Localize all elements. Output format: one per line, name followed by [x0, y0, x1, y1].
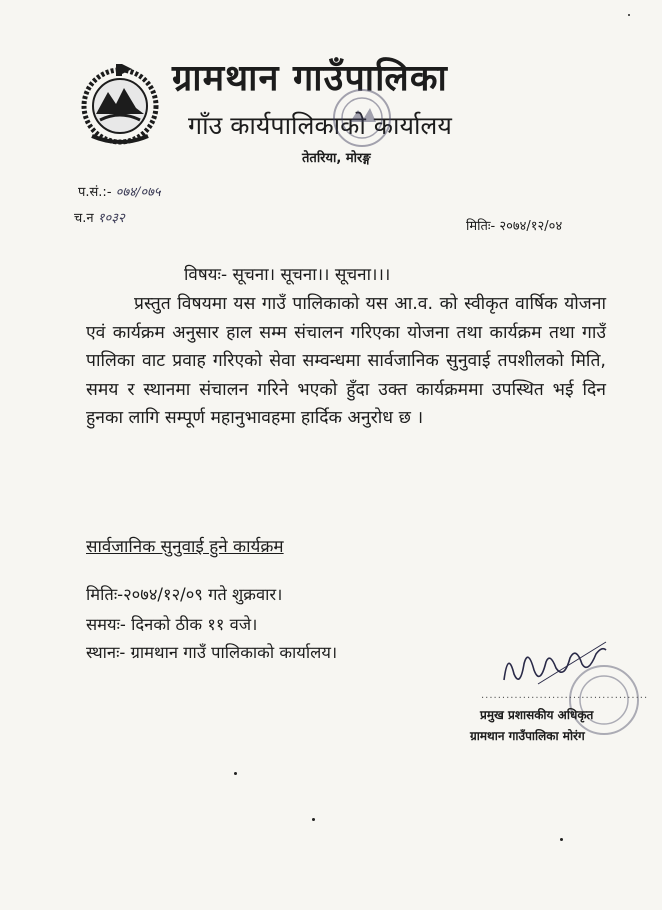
letter-date: मितिः- २०७४/१२/०४ — [466, 219, 563, 234]
program-title: सार्वजानिक सुनुवाई हुने कार्यक्रम — [86, 537, 284, 557]
signature-line: ........................................ — [481, 690, 649, 701]
office-name: ग्रामथान गाउँपालिका — [172, 58, 448, 99]
dispatch-value: १०३२ — [97, 211, 125, 226]
notice-body: प्रस्तुत विषयमा यस गाउँ पालिकाको यस आ.व. को स्वीकृत वार्षिक योजना एवं कार्यक्रम अनुसार हाल सम्म संचालन गरिएका योजना तथा कार्यक्रम तथा गाउँ पालिका वाट प्रवाह गरिएको सेवा सम्वन्धमा सार्वजानिक सुनुवाई तपशीलको मिति, समय र स्थानमा संचालन गरिने भएको हुँदा उक्त कार्यक्रममा उपस्थित भई दिन हुनका लागि सम्पूर्ण महानुभावहमा हार्दिक अनुरोध छ । — [86, 294, 606, 428]
signatory-office: ग्रामथान गाउँपालिका मोरंग — [470, 729, 585, 743]
scan-speck — [312, 818, 315, 821]
program-place: स्थानः- ग्रामथान गाउँ पालिकाको कार्यालय। — [86, 643, 338, 662]
reference-label: प.सं.:- — [78, 185, 112, 200]
nepal-emblem-icon — [78, 62, 162, 146]
office-address: तेतरिया, मोरङ्ग — [302, 151, 371, 166]
office-subtitle: गाँउ कार्यपालिकाको कार्यालय — [188, 111, 452, 140]
dispatch-label: च.न — [74, 211, 94, 226]
scan-speck — [234, 772, 237, 775]
signatory-title: प्रमुख प्रशासकीय अधिकृत — [480, 708, 594, 722]
scan-speck — [628, 14, 630, 16]
dispatch-number — [74, 208, 125, 226]
subject-line: विषयः- सूचना। सूचना।। सूचना।।। — [184, 265, 391, 285]
scan-speck — [560, 838, 563, 841]
program-date: मितिः-२०७४/१२/०९ गते शुक्रवार। — [86, 585, 283, 604]
office-seal-stamp — [330, 86, 394, 150]
reference-value: ०७४/०७५ — [115, 185, 161, 200]
reference-number — [78, 182, 161, 200]
program-time: समयः- दिनको ठीक ११ वजे। — [86, 615, 258, 634]
